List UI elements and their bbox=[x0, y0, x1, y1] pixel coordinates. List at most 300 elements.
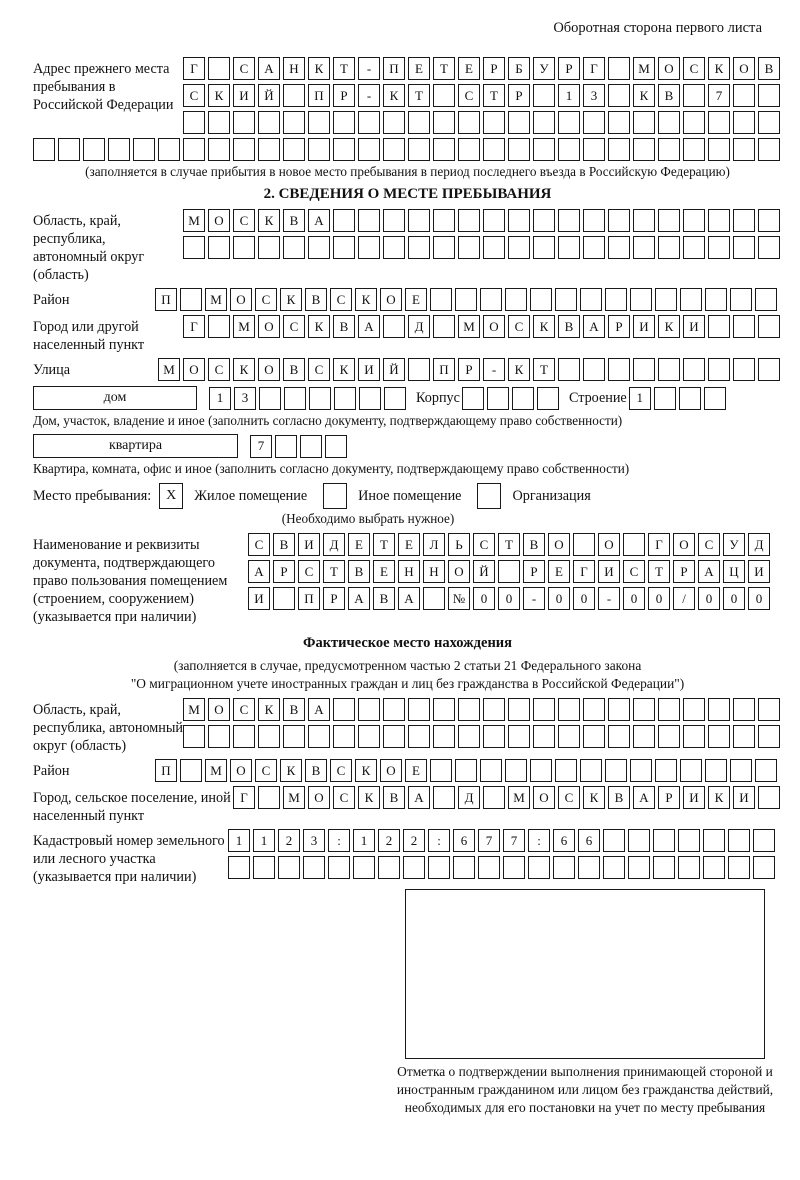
korpus-boxes bbox=[462, 387, 559, 410]
char-box bbox=[558, 236, 580, 259]
char-box bbox=[630, 759, 652, 782]
char-box: К bbox=[308, 315, 330, 338]
char-box bbox=[508, 111, 530, 134]
char-box: С bbox=[233, 209, 255, 232]
char-box: В bbox=[523, 533, 545, 556]
char-box bbox=[703, 829, 725, 852]
char-box: В bbox=[305, 759, 327, 782]
char-box bbox=[483, 209, 505, 232]
char-box: С bbox=[698, 533, 720, 556]
char-box: Й bbox=[473, 560, 495, 583]
char-box: Н bbox=[398, 560, 420, 583]
char-box: 0 bbox=[548, 587, 570, 610]
char-box: О bbox=[380, 759, 402, 782]
char-box bbox=[683, 236, 705, 259]
char-box bbox=[708, 358, 730, 381]
char-box: О bbox=[230, 759, 252, 782]
char-box: В bbox=[333, 315, 355, 338]
char-box: П bbox=[308, 84, 330, 107]
char-box: С bbox=[233, 57, 255, 80]
char-box: К bbox=[258, 209, 280, 232]
char-box: С bbox=[233, 698, 255, 721]
char-box bbox=[483, 698, 505, 721]
char-box bbox=[383, 111, 405, 134]
char-box bbox=[458, 236, 480, 259]
char-box: О bbox=[208, 209, 230, 232]
char-box: В bbox=[558, 315, 580, 338]
char-box bbox=[658, 358, 680, 381]
char-box: Е bbox=[458, 57, 480, 80]
char-box bbox=[455, 288, 477, 311]
char-box bbox=[683, 358, 705, 381]
char-box bbox=[583, 698, 605, 721]
char-box: С bbox=[283, 315, 305, 338]
char-box: 0 bbox=[623, 587, 645, 610]
char-box: Р bbox=[558, 57, 580, 80]
char-box bbox=[358, 209, 380, 232]
char-box: К bbox=[383, 84, 405, 107]
char-box bbox=[755, 288, 777, 311]
char-box bbox=[533, 111, 555, 134]
char-box bbox=[608, 111, 630, 134]
char-box bbox=[683, 209, 705, 232]
char-box: М bbox=[458, 315, 480, 338]
char-box: А bbox=[308, 209, 330, 232]
char-box: С bbox=[330, 288, 352, 311]
char-box bbox=[633, 725, 655, 748]
char-box: М bbox=[233, 315, 255, 338]
char-box: У bbox=[533, 57, 555, 80]
char-box bbox=[505, 759, 527, 782]
char-box: С bbox=[248, 533, 270, 556]
char-box bbox=[328, 856, 350, 879]
apartment-type-box: квартира bbox=[33, 434, 238, 458]
char-box bbox=[680, 288, 702, 311]
char-box: 0 bbox=[648, 587, 670, 610]
char-box bbox=[458, 209, 480, 232]
char-box-row bbox=[248, 560, 770, 583]
char-box: О bbox=[483, 315, 505, 338]
char-box bbox=[583, 236, 605, 259]
char-box: В bbox=[608, 786, 630, 809]
char-box: В bbox=[283, 358, 305, 381]
district-field bbox=[33, 288, 782, 311]
char-box: Б bbox=[508, 57, 530, 80]
char-box: К bbox=[583, 786, 605, 809]
char-box: М bbox=[158, 358, 180, 381]
char-box: А bbox=[348, 587, 370, 610]
char-box bbox=[300, 435, 322, 458]
char-box-row bbox=[183, 315, 780, 338]
char-box: 0 bbox=[698, 587, 720, 610]
char-box-row bbox=[155, 288, 777, 311]
char-box bbox=[273, 587, 295, 610]
char-box bbox=[408, 209, 430, 232]
char-box bbox=[258, 111, 280, 134]
char-box bbox=[503, 856, 525, 879]
char-box: В bbox=[348, 560, 370, 583]
char-box: 1 bbox=[353, 829, 375, 852]
char-box bbox=[633, 358, 655, 381]
char-box: 6 bbox=[578, 829, 600, 852]
char-box: 0 bbox=[498, 587, 520, 610]
char-box bbox=[533, 84, 555, 107]
char-box: В bbox=[283, 698, 305, 721]
char-box: К bbox=[308, 57, 330, 80]
char-box bbox=[608, 698, 630, 721]
char-box: С bbox=[333, 786, 355, 809]
char-box: 2 bbox=[278, 829, 300, 852]
char-box bbox=[83, 138, 105, 161]
char-box: С bbox=[683, 57, 705, 80]
char-box bbox=[458, 725, 480, 748]
char-box: 7 bbox=[478, 829, 500, 852]
char-box: С bbox=[255, 288, 277, 311]
char-box bbox=[683, 111, 705, 134]
char-box bbox=[555, 288, 577, 311]
char-box bbox=[708, 236, 730, 259]
char-box: Е bbox=[548, 560, 570, 583]
city-label: Город или другой населенный пункт bbox=[33, 319, 145, 354]
street-label: Улица bbox=[33, 362, 71, 379]
char-box bbox=[555, 759, 577, 782]
char-box bbox=[653, 856, 675, 879]
char-box: Р bbox=[458, 358, 480, 381]
char-box bbox=[403, 856, 425, 879]
char-box: С bbox=[183, 84, 205, 107]
house-type-box: дом bbox=[33, 386, 197, 410]
char-box bbox=[208, 315, 230, 338]
char-box bbox=[655, 759, 677, 782]
char-box bbox=[537, 387, 559, 410]
char-box bbox=[58, 138, 80, 161]
char-box bbox=[208, 57, 230, 80]
char-box: А bbox=[308, 698, 330, 721]
actual-region-label: Область, край, республика, автономный округ (область) bbox=[33, 702, 184, 755]
char-box bbox=[678, 856, 700, 879]
char-box bbox=[633, 236, 655, 259]
char-box bbox=[183, 725, 205, 748]
char-box: П bbox=[298, 587, 320, 610]
char-box: 1 bbox=[558, 84, 580, 107]
char-box bbox=[283, 236, 305, 259]
char-box bbox=[430, 288, 452, 311]
char-box bbox=[480, 759, 502, 782]
char-box bbox=[480, 288, 502, 311]
char-box: Ц bbox=[723, 560, 745, 583]
char-box: - bbox=[483, 358, 505, 381]
char-box: П bbox=[155, 759, 177, 782]
char-box bbox=[608, 725, 630, 748]
char-box: П bbox=[383, 57, 405, 80]
char-box: : bbox=[328, 829, 350, 852]
char-box: 7 bbox=[708, 84, 730, 107]
char-box: С bbox=[473, 533, 495, 556]
char-box: В bbox=[373, 587, 395, 610]
char-box bbox=[383, 698, 405, 721]
char-box bbox=[578, 856, 600, 879]
char-box bbox=[683, 725, 705, 748]
char-box bbox=[258, 786, 280, 809]
char-box bbox=[758, 698, 780, 721]
char-box bbox=[333, 698, 355, 721]
char-box: 3 bbox=[583, 84, 605, 107]
char-box: К bbox=[633, 84, 655, 107]
confirmation-stamp-box bbox=[405, 889, 765, 1059]
char-box bbox=[708, 725, 730, 748]
char-box bbox=[530, 759, 552, 782]
char-box bbox=[530, 288, 552, 311]
char-box bbox=[608, 138, 630, 161]
char-box bbox=[483, 138, 505, 161]
prev-address-label: Адрес прежнего места пребывания в Российской Федерации bbox=[33, 61, 174, 114]
char-box bbox=[705, 288, 727, 311]
char-box bbox=[708, 138, 730, 161]
char-box bbox=[233, 236, 255, 259]
char-box: К bbox=[258, 698, 280, 721]
char-box bbox=[258, 236, 280, 259]
char-box bbox=[528, 856, 550, 879]
char-box: Р bbox=[333, 84, 355, 107]
char-box bbox=[733, 236, 755, 259]
char-box: В bbox=[658, 84, 680, 107]
char-box bbox=[433, 315, 455, 338]
char-box: Т bbox=[483, 84, 505, 107]
char-box bbox=[478, 856, 500, 879]
region-field bbox=[33, 209, 782, 284]
char-box: С bbox=[255, 759, 277, 782]
char-box: П bbox=[155, 288, 177, 311]
char-box: : bbox=[528, 829, 550, 852]
char-box: П bbox=[433, 358, 455, 381]
char-box bbox=[408, 358, 430, 381]
char-box bbox=[433, 209, 455, 232]
char-box: В bbox=[283, 209, 305, 232]
char-box: У bbox=[723, 533, 745, 556]
char-box: К bbox=[708, 57, 730, 80]
char-box: Д bbox=[323, 533, 345, 556]
char-box bbox=[430, 759, 452, 782]
char-box: К bbox=[233, 358, 255, 381]
char-box bbox=[603, 829, 625, 852]
char-box: М bbox=[205, 759, 227, 782]
char-box: Г bbox=[573, 560, 595, 583]
char-box bbox=[533, 698, 555, 721]
char-box: М bbox=[183, 698, 205, 721]
char-box: 1 bbox=[228, 829, 250, 852]
actual-district-label: Район bbox=[33, 763, 70, 780]
char-box bbox=[208, 236, 230, 259]
char-box: К bbox=[333, 358, 355, 381]
apartment-caption: Квартира, комната, офис и иное (заполнить согласно документу, подтверждающему право собственности) bbox=[33, 461, 630, 477]
char-box bbox=[283, 111, 305, 134]
char-box bbox=[408, 236, 430, 259]
char-box: Р bbox=[608, 315, 630, 338]
char-box: О bbox=[258, 315, 280, 338]
char-box bbox=[458, 698, 480, 721]
char-box bbox=[755, 759, 777, 782]
char-box bbox=[583, 209, 605, 232]
char-box-row bbox=[233, 786, 780, 809]
actual-city-label: Город, сельское поселение, иной населенный пункт bbox=[33, 790, 231, 825]
char-box bbox=[683, 84, 705, 107]
char-box bbox=[308, 111, 330, 134]
char-box bbox=[653, 829, 675, 852]
char-box bbox=[605, 288, 627, 311]
char-box bbox=[658, 725, 680, 748]
char-box bbox=[275, 435, 297, 458]
char-box-row bbox=[183, 236, 780, 259]
char-box bbox=[258, 725, 280, 748]
char-box bbox=[608, 209, 630, 232]
char-box: Р bbox=[658, 786, 680, 809]
char-box bbox=[633, 138, 655, 161]
char-box bbox=[133, 138, 155, 161]
char-box: № bbox=[448, 587, 470, 610]
char-box bbox=[733, 111, 755, 134]
char-box-row bbox=[228, 856, 775, 879]
char-box: В bbox=[273, 533, 295, 556]
char-box bbox=[183, 236, 205, 259]
char-box bbox=[303, 856, 325, 879]
char-box bbox=[658, 236, 680, 259]
char-box: Г bbox=[183, 57, 205, 80]
char-box: О bbox=[208, 698, 230, 721]
char-box-row bbox=[183, 57, 780, 80]
char-box: Т bbox=[333, 57, 355, 80]
char-box-row bbox=[228, 829, 775, 852]
char-box bbox=[183, 111, 205, 134]
char-box bbox=[180, 288, 202, 311]
char-box bbox=[383, 209, 405, 232]
char-box: С bbox=[558, 786, 580, 809]
stroenie-label: Строение bbox=[568, 389, 627, 406]
char-box bbox=[628, 829, 650, 852]
char-box: - bbox=[358, 84, 380, 107]
char-box bbox=[283, 725, 305, 748]
char-box: Й bbox=[258, 84, 280, 107]
char-box: К bbox=[280, 288, 302, 311]
char-box: О bbox=[598, 533, 620, 556]
char-box bbox=[259, 387, 281, 410]
char-box bbox=[512, 387, 534, 410]
char-box: Е bbox=[408, 57, 430, 80]
char-box bbox=[758, 358, 780, 381]
char-box: Й bbox=[383, 358, 405, 381]
char-box bbox=[283, 138, 305, 161]
city-field bbox=[33, 315, 782, 354]
char-box: К bbox=[208, 84, 230, 107]
char-box bbox=[453, 856, 475, 879]
char-box bbox=[408, 111, 430, 134]
char-box: И bbox=[358, 358, 380, 381]
char-box: И bbox=[233, 84, 255, 107]
char-box bbox=[333, 209, 355, 232]
char-box: А bbox=[408, 786, 430, 809]
region-label: Область, край, республика, автономный округ (область) bbox=[33, 213, 145, 284]
char-box bbox=[658, 138, 680, 161]
char-box: О bbox=[308, 786, 330, 809]
char-box: 1 bbox=[253, 829, 275, 852]
char-box: В bbox=[383, 786, 405, 809]
char-box: С bbox=[308, 358, 330, 381]
char-box bbox=[455, 759, 477, 782]
char-box bbox=[333, 138, 355, 161]
char-box bbox=[553, 856, 575, 879]
char-box bbox=[233, 138, 255, 161]
char-box: О bbox=[673, 533, 695, 556]
char-box: О bbox=[733, 57, 755, 80]
checkbox-zhiloe: X bbox=[159, 483, 183, 509]
char-box bbox=[753, 856, 775, 879]
stay-type-label: Место пребывания: bbox=[33, 487, 152, 504]
char-box-row bbox=[183, 698, 780, 721]
char-box: Т bbox=[323, 560, 345, 583]
char-box bbox=[580, 759, 602, 782]
char-box: И bbox=[598, 560, 620, 583]
char-box: 1 bbox=[209, 387, 231, 410]
prev-address-caption: (заполняется в случае прибытия в новое место пребывания в период последнего въезда в Российскую Федерацию) bbox=[85, 164, 730, 179]
char-box bbox=[433, 84, 455, 107]
char-box: Г bbox=[648, 533, 670, 556]
char-box bbox=[308, 138, 330, 161]
char-box bbox=[758, 138, 780, 161]
section2-title: 2. СВЕДЕНИЯ О МЕСТЕ ПРЕБЫВАНИЯ bbox=[263, 186, 552, 202]
char-box bbox=[483, 111, 505, 134]
char-box bbox=[708, 209, 730, 232]
char-box bbox=[654, 387, 676, 410]
char-box bbox=[334, 387, 356, 410]
prev-address-rows bbox=[183, 57, 780, 134]
char-box: Т bbox=[498, 533, 520, 556]
char-box: К bbox=[355, 759, 377, 782]
char-box: К bbox=[708, 786, 730, 809]
actual-location-caption-2: "О миграционном учете иностранных граждан и лиц без гражданства в Российской Федерации") bbox=[130, 675, 685, 691]
char-box: Р bbox=[323, 587, 345, 610]
char-box: М bbox=[633, 57, 655, 80]
char-box bbox=[678, 829, 700, 852]
char-box bbox=[208, 725, 230, 748]
char-box bbox=[33, 138, 55, 161]
char-box: - bbox=[523, 587, 545, 610]
char-box bbox=[228, 856, 250, 879]
char-box: 3 bbox=[234, 387, 256, 410]
char-box bbox=[333, 111, 355, 134]
char-box bbox=[408, 725, 430, 748]
char-box bbox=[658, 111, 680, 134]
char-box: Е bbox=[405, 759, 427, 782]
char-box bbox=[658, 698, 680, 721]
stay-type-note: (Необходимо выбрать нужное) bbox=[281, 511, 455, 527]
char-box bbox=[378, 856, 400, 879]
char-box: / bbox=[673, 587, 695, 610]
char-box bbox=[758, 84, 780, 107]
char-box bbox=[498, 560, 520, 583]
char-box bbox=[108, 138, 130, 161]
char-box bbox=[680, 759, 702, 782]
stroenie-boxes bbox=[629, 387, 726, 410]
char-box: 3 bbox=[303, 829, 325, 852]
document-field bbox=[33, 533, 782, 626]
char-box bbox=[508, 138, 530, 161]
prev-address-field bbox=[33, 57, 782, 134]
option-label-zhiloe: Жилое помещение bbox=[194, 487, 308, 504]
char-box: Т bbox=[433, 57, 455, 80]
char-box: И bbox=[248, 587, 270, 610]
char-box bbox=[383, 725, 405, 748]
char-box: М bbox=[205, 288, 227, 311]
prev-address-overflow-row bbox=[33, 138, 782, 161]
